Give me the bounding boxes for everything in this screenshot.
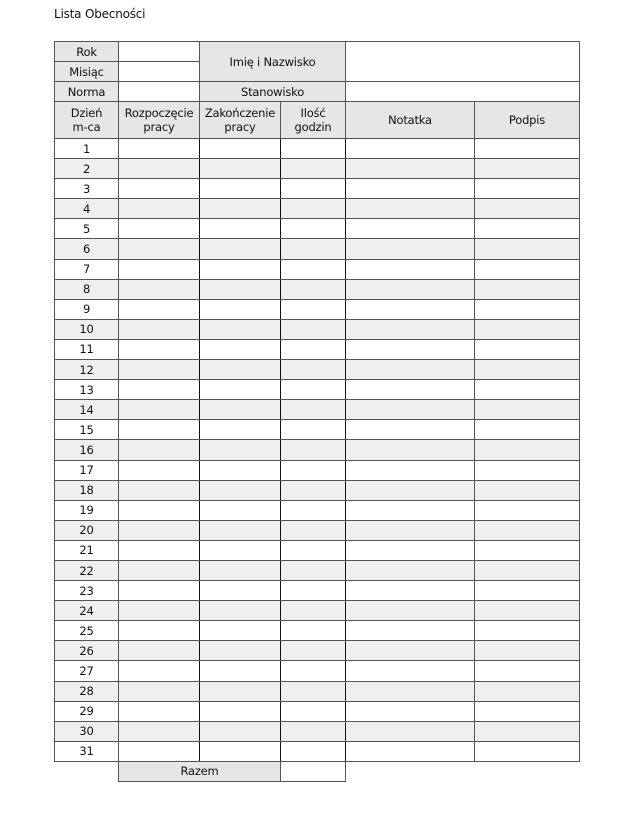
norm-field[interactable] bbox=[119, 82, 200, 102]
spacer bbox=[55, 761, 119, 781]
note-cell[interactable] bbox=[346, 219, 475, 239]
end-time-cell[interactable] bbox=[200, 360, 281, 380]
day-number: 28 bbox=[55, 681, 119, 701]
end-time-cell[interactable] bbox=[200, 420, 281, 440]
day-number: 29 bbox=[55, 701, 119, 721]
hours-cell[interactable] bbox=[281, 219, 346, 239]
start-time-cell[interactable] bbox=[119, 139, 200, 159]
signature-cell[interactable] bbox=[475, 420, 580, 440]
hours-cell[interactable] bbox=[281, 339, 346, 359]
month-label: Misiąc bbox=[55, 62, 119, 82]
table-row bbox=[55, 681, 580, 701]
table-row bbox=[55, 259, 580, 279]
start-time-cell[interactable] bbox=[119, 540, 200, 560]
hours-cell[interactable] bbox=[281, 560, 346, 580]
table-row bbox=[55, 440, 580, 460]
signature-cell[interactable] bbox=[475, 159, 580, 179]
note-cell[interactable] bbox=[346, 661, 475, 681]
day-number: 1 bbox=[55, 139, 119, 159]
note-cell[interactable] bbox=[346, 741, 475, 761]
start-time-cell[interactable] bbox=[119, 621, 200, 641]
start-time-cell[interactable] bbox=[119, 339, 200, 359]
signature-cell[interactable] bbox=[475, 139, 580, 159]
note-cell[interactable] bbox=[346, 500, 475, 520]
start-time-cell[interactable] bbox=[119, 159, 200, 179]
start-time-cell[interactable] bbox=[119, 299, 200, 319]
signature-cell[interactable] bbox=[475, 319, 580, 339]
total-hours-field[interactable] bbox=[281, 761, 346, 781]
column-header-note bbox=[346, 102, 475, 139]
name-field[interactable] bbox=[346, 42, 580, 82]
signature-cell[interactable] bbox=[475, 681, 580, 701]
note-cell[interactable] bbox=[346, 199, 475, 219]
end-time-cell[interactable] bbox=[200, 400, 281, 420]
day-number: 10 bbox=[55, 319, 119, 339]
column-header-note-line: Notatka bbox=[388, 113, 432, 127]
signature-cell[interactable] bbox=[475, 239, 580, 259]
note-cell[interactable] bbox=[346, 621, 475, 641]
signature-cell[interactable] bbox=[475, 380, 580, 400]
start-time-cell[interactable] bbox=[119, 400, 200, 420]
table-row bbox=[55, 480, 580, 500]
end-time-cell[interactable] bbox=[200, 380, 281, 400]
signature-cell[interactable] bbox=[475, 360, 580, 380]
end-time-cell[interactable] bbox=[200, 219, 281, 239]
signature-cell[interactable] bbox=[475, 520, 580, 540]
start-time-cell[interactable] bbox=[119, 420, 200, 440]
day-number: 3 bbox=[55, 179, 119, 199]
note-cell[interactable] bbox=[346, 480, 475, 500]
signature-cell[interactable] bbox=[475, 219, 580, 239]
position-label: Stanowisko bbox=[200, 82, 346, 102]
end-time-cell[interactable] bbox=[200, 339, 281, 359]
signature-cell[interactable] bbox=[475, 440, 580, 460]
note-cell[interactable] bbox=[346, 701, 475, 721]
day-number: 22 bbox=[55, 560, 119, 580]
column-header-hours-line: godzin bbox=[294, 120, 332, 134]
signature-cell[interactable] bbox=[475, 199, 580, 219]
hours-cell[interactable] bbox=[281, 400, 346, 420]
table-row bbox=[55, 159, 580, 179]
hours-cell[interactable] bbox=[281, 741, 346, 761]
column-header-signature bbox=[475, 102, 580, 139]
position-field[interactable] bbox=[346, 82, 580, 102]
table-row bbox=[55, 380, 580, 400]
hours-cell[interactable] bbox=[281, 199, 346, 219]
signature-cell[interactable] bbox=[475, 741, 580, 761]
hours-cell[interactable] bbox=[281, 360, 346, 380]
end-time-cell[interactable] bbox=[200, 500, 281, 520]
signature-cell[interactable] bbox=[475, 279, 580, 299]
end-time-cell[interactable] bbox=[200, 179, 281, 199]
hours-cell[interactable] bbox=[281, 721, 346, 741]
attendance-table bbox=[54, 41, 580, 782]
start-time-cell[interactable] bbox=[119, 199, 200, 219]
hours-cell[interactable] bbox=[281, 279, 346, 299]
note-cell[interactable] bbox=[346, 259, 475, 279]
column-header-start-line: Rozpoczęcie bbox=[124, 106, 194, 120]
signature-cell[interactable] bbox=[475, 540, 580, 560]
year-label: Rok bbox=[55, 42, 119, 62]
document-title: Lista Obecności bbox=[54, 7, 146, 21]
end-time-cell[interactable] bbox=[200, 460, 281, 480]
signature-cell[interactable] bbox=[475, 621, 580, 641]
table-row bbox=[55, 219, 580, 239]
signature-cell[interactable] bbox=[475, 259, 580, 279]
start-time-cell[interactable] bbox=[119, 581, 200, 601]
signature-cell[interactable] bbox=[475, 500, 580, 520]
end-time-cell[interactable] bbox=[200, 621, 281, 641]
end-time-cell[interactable] bbox=[200, 440, 281, 460]
table-row bbox=[55, 460, 580, 480]
signature-cell[interactable] bbox=[475, 560, 580, 580]
column-header-end-line: pracy bbox=[224, 120, 256, 134]
start-time-cell[interactable] bbox=[119, 641, 200, 661]
table-row bbox=[55, 661, 580, 681]
table-row bbox=[55, 520, 580, 540]
start-time-cell[interactable] bbox=[119, 741, 200, 761]
note-cell[interactable] bbox=[346, 641, 475, 661]
column-header-day-line: Dzień bbox=[70, 106, 103, 120]
column-header-end bbox=[200, 102, 281, 139]
signature-cell[interactable] bbox=[475, 400, 580, 420]
name-label: Imię i Nazwisko bbox=[200, 42, 346, 82]
day-number: 25 bbox=[55, 621, 119, 641]
note-cell[interactable] bbox=[346, 420, 475, 440]
start-time-cell[interactable] bbox=[119, 179, 200, 199]
start-time-cell[interactable] bbox=[119, 219, 200, 239]
end-time-cell[interactable] bbox=[200, 159, 281, 179]
day-number: 9 bbox=[55, 299, 119, 319]
note-cell[interactable] bbox=[346, 520, 475, 540]
end-time-cell[interactable] bbox=[200, 259, 281, 279]
hours-cell[interactable] bbox=[281, 701, 346, 721]
table-row bbox=[55, 400, 580, 420]
end-time-cell[interactable] bbox=[200, 239, 281, 259]
note-cell[interactable] bbox=[346, 339, 475, 359]
start-time-cell[interactable] bbox=[119, 380, 200, 400]
end-time-cell[interactable] bbox=[200, 279, 281, 299]
note-cell[interactable] bbox=[346, 560, 475, 580]
day-number: 4 bbox=[55, 199, 119, 219]
day-number: 18 bbox=[55, 480, 119, 500]
column-header-day-line: m-ca bbox=[72, 120, 101, 134]
hours-cell[interactable] bbox=[281, 319, 346, 339]
hours-cell[interactable] bbox=[281, 239, 346, 259]
start-time-cell[interactable] bbox=[119, 701, 200, 721]
spacer bbox=[346, 761, 580, 781]
note-cell[interactable] bbox=[346, 721, 475, 741]
table-row bbox=[55, 239, 580, 259]
hours-cell[interactable] bbox=[281, 179, 346, 199]
note-cell[interactable] bbox=[346, 319, 475, 339]
end-time-cell[interactable] bbox=[200, 560, 281, 580]
column-header-hours bbox=[281, 102, 346, 139]
signature-cell[interactable] bbox=[475, 701, 580, 721]
hours-cell[interactable] bbox=[281, 299, 346, 319]
note-cell[interactable] bbox=[346, 581, 475, 601]
signature-cell[interactable] bbox=[475, 661, 580, 681]
hours-cell[interactable] bbox=[281, 159, 346, 179]
table-row bbox=[55, 581, 580, 601]
table-row bbox=[55, 500, 580, 520]
start-time-cell[interactable] bbox=[119, 601, 200, 621]
day-number: 2 bbox=[55, 159, 119, 179]
table-row bbox=[55, 741, 580, 761]
start-time-cell[interactable] bbox=[119, 721, 200, 741]
start-time-cell[interactable] bbox=[119, 661, 200, 681]
end-time-cell[interactable] bbox=[200, 581, 281, 601]
hours-cell[interactable] bbox=[281, 380, 346, 400]
note-cell[interactable] bbox=[346, 681, 475, 701]
end-time-cell[interactable] bbox=[200, 601, 281, 621]
day-number: 11 bbox=[55, 339, 119, 359]
day-number: 27 bbox=[55, 661, 119, 681]
table-row bbox=[55, 701, 580, 721]
note-cell[interactable] bbox=[346, 239, 475, 259]
day-number: 17 bbox=[55, 460, 119, 480]
note-cell[interactable] bbox=[346, 179, 475, 199]
table-row bbox=[55, 360, 580, 380]
hours-cell[interactable] bbox=[281, 500, 346, 520]
hours-cell[interactable] bbox=[281, 460, 346, 480]
column-header-start bbox=[119, 102, 200, 139]
end-time-cell[interactable] bbox=[200, 741, 281, 761]
signature-cell[interactable] bbox=[475, 721, 580, 741]
start-time-cell[interactable] bbox=[119, 360, 200, 380]
day-number: 5 bbox=[55, 219, 119, 239]
note-cell[interactable] bbox=[346, 159, 475, 179]
signature-cell[interactable] bbox=[475, 601, 580, 621]
signature-cell[interactable] bbox=[475, 480, 580, 500]
day-number: 15 bbox=[55, 420, 119, 440]
note-cell[interactable] bbox=[346, 279, 475, 299]
table-row bbox=[55, 420, 580, 440]
note-cell[interactable] bbox=[346, 440, 475, 460]
start-time-cell[interactable] bbox=[119, 460, 200, 480]
table-row bbox=[55, 299, 580, 319]
hours-cell[interactable] bbox=[281, 520, 346, 540]
start-time-cell[interactable] bbox=[119, 440, 200, 460]
end-time-cell[interactable] bbox=[200, 661, 281, 681]
hours-cell[interactable] bbox=[281, 681, 346, 701]
signature-cell[interactable] bbox=[475, 179, 580, 199]
note-cell[interactable] bbox=[346, 380, 475, 400]
end-time-cell[interactable] bbox=[200, 681, 281, 701]
day-number: 6 bbox=[55, 239, 119, 259]
hours-cell[interactable] bbox=[281, 581, 346, 601]
table-row bbox=[55, 641, 580, 661]
table-row bbox=[55, 621, 580, 641]
day-number: 20 bbox=[55, 520, 119, 540]
start-time-cell[interactable] bbox=[119, 560, 200, 580]
day-number: 26 bbox=[55, 641, 119, 661]
day-number: 23 bbox=[55, 581, 119, 601]
table-row bbox=[55, 339, 580, 359]
end-time-cell[interactable] bbox=[200, 721, 281, 741]
column-header-signature-line: Podpis bbox=[508, 113, 546, 127]
day-number: 24 bbox=[55, 601, 119, 621]
end-time-cell[interactable] bbox=[200, 540, 281, 560]
end-time-cell[interactable] bbox=[200, 701, 281, 721]
table-row bbox=[55, 560, 580, 580]
start-time-cell[interactable] bbox=[119, 500, 200, 520]
end-time-cell[interactable] bbox=[200, 299, 281, 319]
hours-cell[interactable] bbox=[281, 420, 346, 440]
hours-cell[interactable] bbox=[281, 601, 346, 621]
end-time-cell[interactable] bbox=[200, 139, 281, 159]
column-header-day bbox=[55, 102, 119, 139]
hours-cell[interactable] bbox=[281, 621, 346, 641]
end-time-cell[interactable] bbox=[200, 641, 281, 661]
note-cell[interactable] bbox=[346, 400, 475, 420]
hours-cell[interactable] bbox=[281, 540, 346, 560]
day-number: 12 bbox=[55, 360, 119, 380]
total-row bbox=[55, 761, 580, 781]
end-time-cell[interactable] bbox=[200, 199, 281, 219]
table-row bbox=[55, 279, 580, 299]
start-time-cell[interactable] bbox=[119, 520, 200, 540]
table-row bbox=[55, 199, 580, 219]
hours-cell[interactable] bbox=[281, 661, 346, 681]
day-number: 7 bbox=[55, 259, 119, 279]
note-cell[interactable] bbox=[346, 360, 475, 380]
signature-cell[interactable] bbox=[475, 641, 580, 661]
end-time-cell[interactable] bbox=[200, 319, 281, 339]
start-time-cell[interactable] bbox=[119, 239, 200, 259]
day-number: 21 bbox=[55, 540, 119, 560]
column-header-start-line: pracy bbox=[143, 120, 175, 134]
note-cell[interactable] bbox=[346, 540, 475, 560]
table-row bbox=[55, 179, 580, 199]
table-row bbox=[55, 721, 580, 741]
table-row bbox=[55, 601, 580, 621]
start-time-cell[interactable] bbox=[119, 279, 200, 299]
day-number: 8 bbox=[55, 279, 119, 299]
table-row bbox=[55, 540, 580, 560]
table-row bbox=[55, 139, 580, 159]
end-time-cell[interactable] bbox=[200, 520, 281, 540]
signature-cell[interactable] bbox=[475, 581, 580, 601]
table-row bbox=[55, 319, 580, 339]
day-number: 14 bbox=[55, 400, 119, 420]
start-time-cell[interactable] bbox=[119, 480, 200, 500]
hours-cell[interactable] bbox=[281, 440, 346, 460]
start-time-cell[interactable] bbox=[119, 259, 200, 279]
note-cell[interactable] bbox=[346, 139, 475, 159]
hours-cell[interactable] bbox=[281, 641, 346, 661]
note-cell[interactable] bbox=[346, 299, 475, 319]
norm-label: Norma bbox=[55, 82, 119, 102]
day-number: 30 bbox=[55, 721, 119, 741]
column-header-end-line: Zakończenie bbox=[204, 106, 276, 120]
hours-cell[interactable] bbox=[281, 480, 346, 500]
hours-cell[interactable] bbox=[281, 259, 346, 279]
day-number: 16 bbox=[55, 440, 119, 460]
note-cell[interactable] bbox=[346, 601, 475, 621]
start-time-cell[interactable] bbox=[119, 319, 200, 339]
total-label: Razem bbox=[119, 761, 281, 781]
signature-cell[interactable] bbox=[475, 460, 580, 480]
hours-cell[interactable] bbox=[281, 139, 346, 159]
year-field[interactable] bbox=[119, 42, 200, 62]
day-number: 31 bbox=[55, 741, 119, 761]
month-field[interactable] bbox=[119, 62, 200, 82]
signature-cell[interactable] bbox=[475, 299, 580, 319]
start-time-cell[interactable] bbox=[119, 681, 200, 701]
day-number: 13 bbox=[55, 380, 119, 400]
day-number: 19 bbox=[55, 500, 119, 520]
end-time-cell[interactable] bbox=[200, 480, 281, 500]
column-header-hours-line: Ilość bbox=[300, 106, 326, 120]
signature-cell[interactable] bbox=[475, 339, 580, 359]
note-cell[interactable] bbox=[346, 460, 475, 480]
